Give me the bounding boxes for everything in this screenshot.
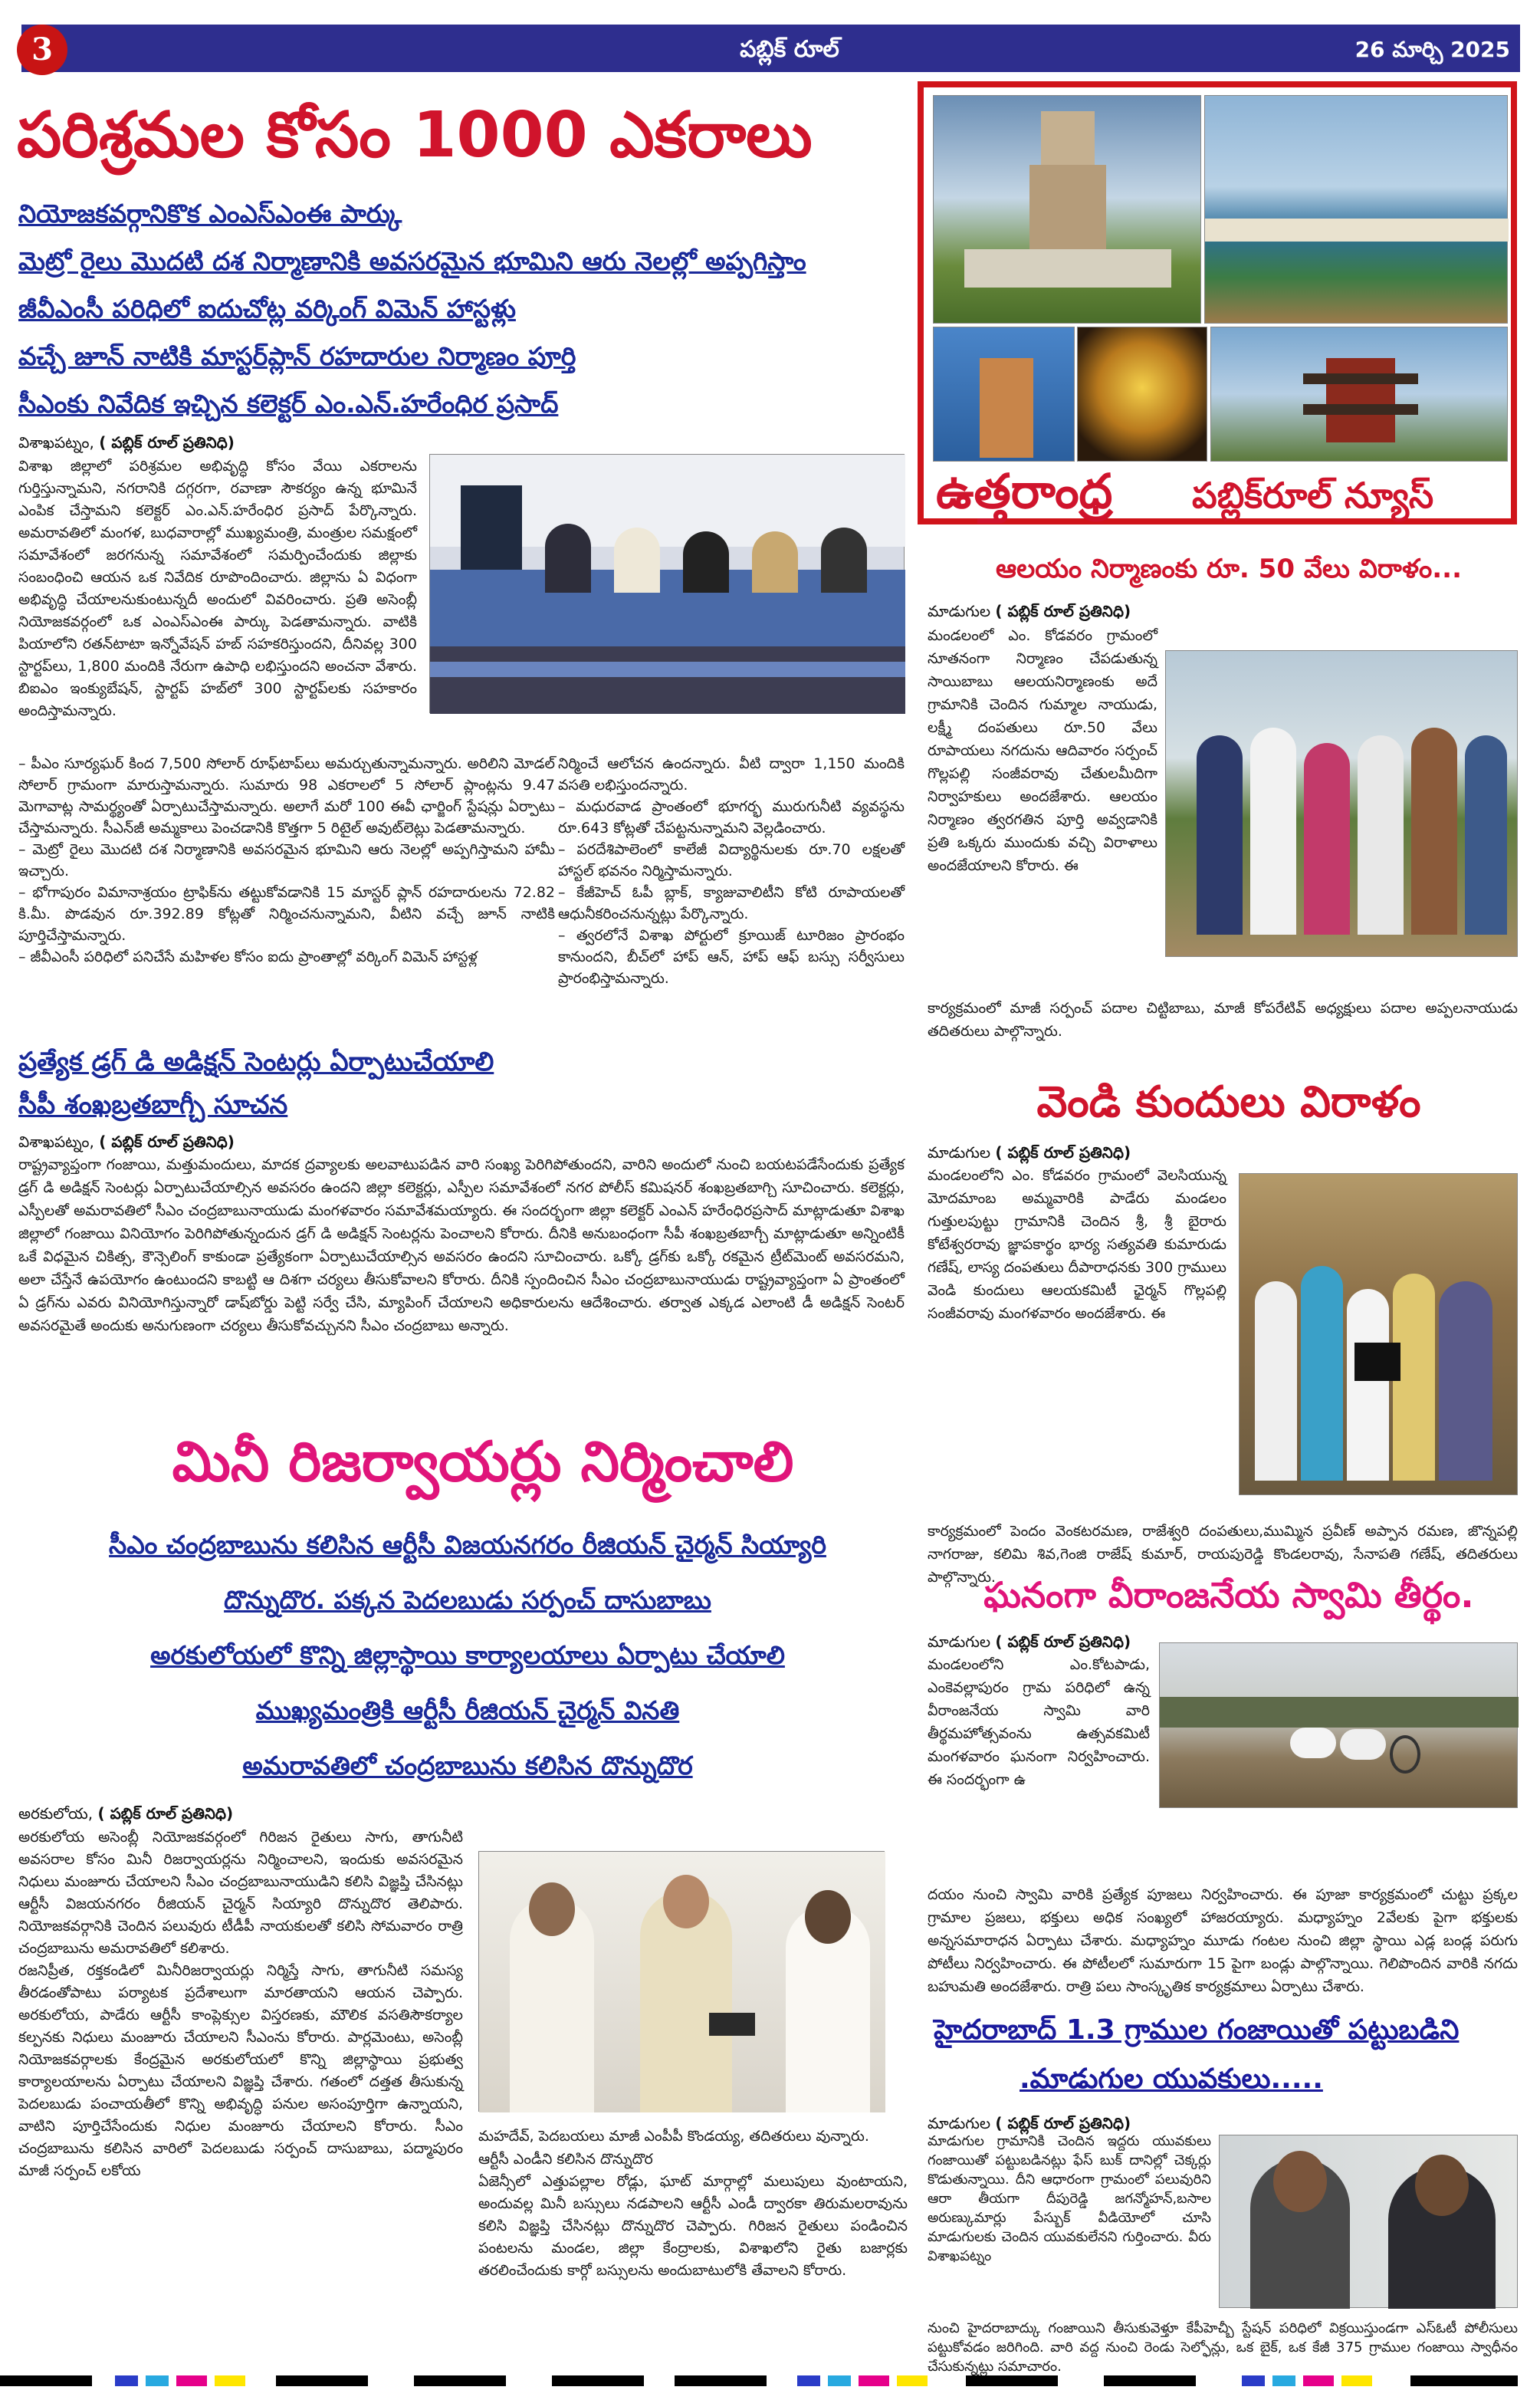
dateline-place: విశాఖపట్నం,	[18, 1133, 94, 1151]
dateline-source: ( పబ్లిక్ రూల్ ప్రతినిధి)	[99, 433, 235, 452]
story3-dateline	[18, 1802, 478, 1825]
story1-subhead-5: సీఎంకు నివేదిక ఇచ్చిన కలెక్టర్ ఎం.ఎన్.హరేంధిర ప్రసాద్	[18, 389, 559, 419]
story5-body-narrow: మండలంలోని ఎం. కోడవరం గ్రామంలో వెలసియున్న మోదమాంబ అమ్మవారికి పాడేరు మండలం గుత్తులపుట్టు గ్రామానికి చెందిన శ్రీ, శ్రీ బైరారు కోటేశ్వరరావు జ్ఞాపకార్థం భార్య సత్యవతి కుమారుడు గణేష్, లాస్య దంపతులు దీపారాధనకు 300 గ్రాములు వెండి కుందులు ఆలయకమిటీ ఛైర్మన్ గొల్లపల్లి సంజీవరావు మంగళవారం అందజేశారు. ఈ	[928, 1167, 1226, 1322]
banner-subtitle: పబ్లిక్‌రూల్ న్యూస్	[1192, 475, 1434, 516]
story3-caption: మహదేవ్, పెదబయలు మాజీ ఎంపీపీ కొండయ్య, తదితరులు వున్నారు.	[478, 2128, 869, 2145]
dateline-place: మాడుగుల	[928, 1632, 991, 1651]
story6-body-narrow: మండలంలోని ఎం.కోటపాడు, ఎంకెవల్లాపురం గ్రామ పరిధిలో ఉన్న వీరాంజనేయ స్వామి వారి తీర్థమహోత్సవంను ఉత్సవకమిటీ మంగళవారం ఘనంగా నిర్వహించారు. ఈ సందర్భంగా ఉ	[928, 1656, 1150, 1788]
story1-bullets-right	[558, 753, 905, 1012]
story1-subhead-2: మెట్రో రైలు మొదటి దశ నిర్మాణానికి అవసరమైన భూమిని ఆరు నెలల్లో అప్పగిస్తాం	[18, 246, 806, 276]
story7-body-narrow: మాడుగుల గ్రామానికి చెందిన ఇద్దరు యువకులు గంజాయితో పట్టుబడినట్లు ఫేస్ బుక్ దానిల్లో చెక్కర్లు కొడుతున్నాయి. దీని ఆధారంగా గ్రామంలో పలువురిని ఆరా తీయగా దీపురెడ్డి జగన్మోహన్,బసాల అరుణ్కుమార్లు పేస్బుక్ వీడియోలో చూసి మాడుగులకు చెందిన యువకులేనని గుర్తించారు. వీరు విశాఖపట్నం	[928, 2133, 1211, 2264]
dateline-place: మాడుగుల	[928, 602, 991, 620]
story6-body-wide: దయం నుంచి స్వామి వారికి ప్రత్యేక పూజలు నిర్వహించారు. ఈ పూజా కార్యక్రమంలో చుట్టు ప్రక్కల గ్రామాల ప్రజలు, భక్తులు అధిక సంఖ్యలో హాజరయ్యారు. మధ్యాహ్నం 2వేలకు పైగా భక్తులకు అన్నసమారాధన ఏర్పాటు చేశారు. మధ్యాహ్నం మూడు గంటల నుంచి జిల్లా స్థాయి ఎడ్ల బండ్ల పరుగు పోటీలు నిర్వహించారు. ఈ పోటీలలో సుమారుగా 15 పైగా బండ్లు పాల్గొన్నాయి. గెలిపొందిన వారికి నగదు బహుమతి అందజేశారు. రాత్రి పలు సాంస్కృతిక కార్యక్రమాలు ఏర్పాటు చేశారు.	[928, 1886, 1518, 1995]
story1-subhead-3: జీవీఎంసీ పరిధిలో ఐదుచోట్ల వర్కింగ్ విమెన్ హాస్టళ్లు	[18, 294, 516, 324]
shrine-photo	[933, 327, 1075, 462]
silver-lamps-photo	[1239, 1173, 1518, 1495]
page-number-badge: 3	[17, 25, 67, 75]
bullet-item: – జీవీఎంసీ పరిధిలో పనిచేసే మహిళల కోసం ఐదు ప్రాంతాల్లో వర్కింగ్ విమెన్ హాస్టళ్ల	[18, 948, 478, 965]
bullet-item: – కేజీహెచ్ ఓపీ బ్లాక్, క్యాజువాలిటీని కోటి రూపాయలతో ఆధునీకరించనున్నట్లు పేర్కొన్నారు.	[558, 884, 905, 922]
bullet-item: – త్వరలోనే విశాఖ పోర్టులో క్రూయిజ్ టూరిజం ప్రారంభం కానుందని, బీచ్‌లో హాప్ ఆన్, హాప్ ఆఫ్ బస్సు సర్వీసులు ప్రారంభిస్తామన్నారు.	[558, 927, 905, 987]
story1-subhead-4: వచ్చే జూన్ నాటికి మాస్టర్‌ప్లాన్ రహదారుల నిర్మాణం పూర్తి	[18, 341, 576, 371]
story4-body-narrow: మండలంలో ఎం. కోడవరం గ్రామంలో నూతనంగా నిర్మాణం చేపడుతున్న సాయిబాబు ఆలయనిర్మాణంకు అదే గ్రామానికి చెందిన గుమ్మాల నాయుడు, లక్ష్మీ దంపతులు రూ.50 వేలు రూపాయలు నగదును ఆదివారం సర్పంచ్ గొల్లపల్లి సంజీవరావు చేతులమీదిగా నిర్వాహకులు అందజేశారు. ఆలయం నిర్మాణం త్వరగతిన పూర్తి అవ్వడానికి ప్రతి ఒక్కరు ముందుకు వచ్చి విరాళాలు అందజేయాలని కోరారు. ఈ	[928, 627, 1157, 874]
story4-dateline	[928, 600, 1311, 623]
paper-name: పబ్లిక్ రూల్	[740, 36, 839, 63]
story2-dateline	[18, 1130, 478, 1153]
bullet-item: నిర్మించే ఆలోచన ఉందన్నారు. వీటి ద్వారా 1,150 మందికి వసతి లభిస్తుందన్నారు.	[558, 755, 905, 794]
dateline-source: ( పబ్లిక్ రూల్ ప్రతినిధి)	[99, 1133, 235, 1151]
suspects-photo	[1219, 2135, 1518, 2308]
donation-photo	[1165, 650, 1518, 957]
dateline-source: ( పబ్లిక్ రూల్ ప్రతినిధి)	[995, 1632, 1131, 1651]
story3-subhead-5: అమరావతిలో చంద్రబాబును కలిసిన దొన్నుదొర	[242, 1751, 693, 1780]
story1-dateline	[18, 431, 478, 454]
cm-meeting-photo	[478, 1851, 885, 2112]
story3-headline: మినీ రిజర్వాయర్లు నిర్మించాలి	[172, 1429, 794, 1494]
story3-subhead-4: ముఖ్యమంత్రికి ఆర్టీసీ రీజియన్ చైర్మన్ వినతి	[255, 1695, 680, 1725]
dateline-source: ( పబ్లిక్ రూల్ ప్రతినిధి)	[995, 2114, 1131, 2132]
story1-subhead-1: నియోజకవర్గానికొక ఎంఎస్ఎంఈ పార్కు	[18, 199, 402, 228]
temple-photo	[933, 95, 1201, 324]
story2-headline-2: సీపీ శంఖబ్రతబాగ్చీ సూచన	[18, 1090, 288, 1120]
story7-headline-1: హైదరాబాద్ 1.3 గ్రాముల గంజాయితో పట్టుబడిని	[934, 2014, 1460, 2046]
bullet-item: – పీఎం సూర్యఘర్ కింద 7,500 సోలార్ రూఫ్‌టాప్‌లు అమర్చుతున్నామన్నారు. అరిలిని మోడల్ సోలార్ గ్రామంగా మారుస్తామన్నారు. సుమారు 98 ఎకరాలలో 5 సోలార్ ప్లాంట్లను 9.47 మెగావాట్ల సామర్థ్యంతో ఏర్పాటుచేస్తామన్నారు. అలాగే మరో 100 ఈవీ ఛార్జింగ్ స్టేషన్లు ఏర్పాటు చేస్తామన్నారు. సీఎన్‌జీ అమ్మకాలు పెంచడానికి కొత్తగా 5 రిటైల్ అవుట్‌లెట్లు పెడతామన్నారు.	[18, 755, 556, 837]
story1-para-top: విశాఖ జిల్లాలో పరిశ్రమల అభివృద్ధి కోసం వేయి ఎకరాలను గుర్తిస్తున్నామని, నగరానికి దగ్గరగా, రవాణా సౌకర్యం ఉన్న భూమినే ఎంపిక చేస్తామని కలెక్టర్ ఎం.ఎన్.హరేంధిర ప్రసాద్ పేర్కొన్నారు. అమరావతిలో మంగళ, బుధవారాల్లో ముఖ్యమంత్రి, మంత్రుల సమక్షంలో సమావేశంలో జరగనున్న సమావేశంలో సమర్పించేందుకు జిల్లాకు సంబంధించి ఆయన ఒక నివేదిక రూపొందించారు. జిల్లాను ఏ విధంగా అభివృద్ధి చేయాలనుకుంటున్నదీ అందులో వివరించారు. ప్రతి అసెంబ్లీ నియోజకవర్గంలో ఒక ఎంఎస్ఎంఈ పార్కు పెడతామన్నారు. వాటికి పియాలోని రతన్‌టాటా ఇన్నోవేషన్ హబ్ సహకరిస్తుందని, దీనివల్ల 300 స్టార్టప్‌లు, 1,800 మందికి నేరుగా ఉపాధి లభిస్తుందని అంచనా వేశారు. బిఐఎం ఇంక్యుబేషన్, స్టార్టప్ హబ్‌లో 300 స్టార్టప్‌లకు సహకారం అందిస్తామన్నారు.	[18, 458, 417, 719]
meeting-photo	[429, 454, 905, 713]
print-color-strip	[0, 2375, 1540, 2394]
bullet-item: – భోగాపురం విమానాశ్రయం ట్రాఫిక్‌ను తట్టుకోవడానికి 15 మాస్టర్ ప్లాన్ రహదారులను 72.82 కి.మీ. పొడవున రూ.392.89 కోట్లతో నిర్మించనున్నామని, వీటిని వచ్చే జూన్ నాటికి పూర్తిచేస్తామన్నారు.	[18, 884, 555, 944]
story3-body-right: ఆర్టీసీ ఎండీని కలిసిన దొన్నుదొర ఏజెన్సీలో ఎత్తుపల్లాల రోడ్లు, ఘాట్ మార్గాల్లో మలుపులు వుంటాయని, అందువల్ల మినీ బస్సులు నడపాలని ఆర్టీసీ ఎండీ ద్వారకా తిరుమలరావును కలిసి విజ్ఞప్తి చేసినట్లు దొన్నుదొర చెప్పారు. గిరిజన రైతులు పండించిన పంటలను మండల, జిల్లా కేంద్రాలకు, విశాఖలోని రైతు బజార్లకు తరలించేందుకు కార్గో బస్సులను అందుబాటులోకి తేవాలని కోరారు.	[478, 2151, 908, 2279]
dateline-place: అరకులోయ,	[18, 1804, 94, 1823]
dateline-place: మాడుగుల	[928, 1143, 991, 1162]
bullet-item: – మెట్రో రైలు మొదటి దశ నిర్మాణానికి అవసరమైన భూమిని ఆరు నెలల్లో అప్పగిస్తామని హామీ ఇచ్చారు.	[18, 841, 555, 879]
story3-body-left: అరకులోయ అసెంబ్లీ నియోజకవర్గంలో గిరిజన రైతులు సాగు, తాగునీటి అవసరాల కోసం మినీ రిజర్వాయర్లను నిర్మించాలని, ఇందుకు అవసరమైన నిధులు మంజూరు చేయాలని సీఎం చంద్రబాబునాయుడిని కలిసి విజ్ఞప్తి చేసినట్లు ఆర్టీసీ విజయనగరం రీజియన్ చైర్మన్ సియ్యారి దొన్నుదొర తెలిపారు. నియోజకవర్గానికి చెందిన పలువురు టీడీపీ నాయకులతో కలిసి సోమవారం రాత్రి చంద్రబాబును అమరావతిలో కలిశారు. రజనిప్రీత, రక్తకండిలో మినీరిజర్వాయర్లు నిర్మిస్తే సాగు, తాగునీటి సమస్య తీరడంతోపాటు పర్యాటక ప్రదేశాలుగా మారతాయని ఆయన చెప్పారు. అరకులోయ, పాడేరు ఆర్టీసీ కాంప్లెక్సుల విస్తరణకు, మౌలిక వసతిసౌకర్యాల కల్పనకు నిధులు మంజూరు చేయాలని సీఎంను కోరారు. పార్లమెంటు, అసెంబ్లీ నియోజకవర్గాలకు కేంద్రమైన అరకులోయలో కొన్ని జిల్లాస్థాయి ప్రభుత్వ కార్యాలయాలను ఏర్పాటు చేయాలని విజ్ఞప్తి చేశారు. గతంలో దత్తత తీసుకున్న పెదలబుడు పంచాయతీలో కొన్ని అభివృద్ధి పనుల అసంపూర్తిగా ఉన్నాయని, వాటిని పూర్తిచేసేందుకు నిధుల మంజూరు చేయాలని కోరారు. సీఎం చంద్రబాబును కలిసిన వారిలో పెదలబుడు సర్పంచ్ దాసుబాబు, పద్మాపురం మాజీ సర్పంచ్ లకోయ	[18, 1829, 463, 2179]
dateline-place: మాడుగుల	[928, 2114, 991, 2132]
story4-headline: ఆలయం నిర్మాణంకు రూ. 50 వేలు విరాళం...	[995, 554, 1463, 584]
story2-body: రాష్ట్రవ్యాప్తంగా గంజాయి, మత్తుమందులు, మాదక ద్రవ్యాలకు అలవాటుపడిన వారి సంఖ్య పెరిగిపోతుందని, వారిని అందులో నుంచి బయటపడేసేందుకు ప్రత్యేక డ్రగ్ డి అడిక్షన్ సెంటర్లు ఏర్పాటుచేయాల్సిన అవసరం ఉందని జిల్లా కలెక్టర్లు, ఎస్పీల సమావేశంలో నగర పోలీస్ కమిషనర్ శంఖబ్రతబాగ్చి సూచించారు. కలెక్టర్లు, ఎస్పీలతో అమరావతిలో సీఎం చంద్రబాబునాయుడు మంగళవారం సమావేశమయ్యారు. ఈ సందర్భంగా జిల్లా కలెక్టర్ ఎంఎన్ హరేంధిరప్రసాద్ మాట్లాడుతూ విశాఖ జిల్లాలో గంజాయి వినియోగం పెరిగిపోతున్నందున డ్రగ్ డి అడిక్షన్ సెంటర్లను పెంచాలని కోరారు. దీనికి అనుబంధంగా సీపీ శంఖబ్రతబాగ్చీ మాట్లాడుతూ అన్నింటికీ ఒకే విధమైన చికిత్స, కౌన్సెలింగ్ కాకుండా ప్రత్యేకంగా ఏర్పాటుచేయాల్సిన అవసరం ఉందని సూచించారు. ఒక్కో డ్రగ్‌కు ఒక్కో రకమైన ట్రీట్‌మెంట్ అవసరమని, అలా చేస్తేనే ఉపయోగం ఉంటుందని కాబట్టి ఆ దిశగా చర్యలు తీసుకోవాలని కోరారు. దీనికి స్పందించిన సీఎం చంద్రబాబునాయుడు రాష్ట్రవ్యాప్తంగా ఏ ప్రాంతంలో ఏ డ్రగ్‌ను ఎవరు వినియోగిస్తున్నారో డాష్‌బోర్డు పెట్టి సర్వే చేసి, మ్యాపింగ్ చేయాలని అధికారులను ఆదేశించారు. తర్వాత ఎక్కడ ఎలాంటి డీ అడిక్షన్ సెంటర్ అవసరమైతే అందుకు అనుగుణంగా చర్యలు తీసుకోవచ్చునని సీఎం చంద్రబాబు అన్నారు.	[18, 1156, 905, 1334]
issue-date: 26 మార్చి 2025	[1354, 37, 1510, 62]
story3-subhead-2: దొన్నుదొర. పక్కన పెదలబుడు సర్పంచ్ దాసుబాబు	[224, 1585, 711, 1615]
story2-headline-1: ప్రత్యేక డ్రగ్ డి అడిక్షన్ సెంటర్లు ఏర్పాటుచేయాలి	[18, 1047, 494, 1077]
story1-headline: పరిశ్రమల కోసం 1000 ఎకరాలు	[17, 99, 813, 172]
story7-body-wide: నుంచి హైదరాబాద్కు గంజాయిని తీసుకువెళ్తూ కేపీహెచ్బీ స్టేషన్ పరిధిలో విక్రయిస్తుండగా ఎస్ఓటీ పోలీసులు పట్టుకోవడం జరిగింది. వారి వద్ద నుంచి రెండు సెల్ఫోన్లు, ఒక బైక్, ఒక కేజీ 375 గ్రాముల గంజాయి స్వాధీనం చేసుకున్నట్లు సమాచారం.	[928, 2320, 1518, 2375]
pagoda-photo	[1210, 327, 1508, 462]
dateline-source: ( పబ్లిక్ రూల్ ప్రతినిధి)	[97, 1804, 234, 1823]
beach-photo	[1204, 95, 1508, 324]
deity-photo	[1077, 327, 1207, 462]
bullet-item: – మధురవాడ ప్రాంతంలో భూగర్భ మురుగునీటి వ్యవస్థను రూ.643 కోట్లతో చేపట్టనున్నామని వెల్లడించారు.	[558, 798, 905, 837]
story7-headline-2: .మాడుగుల యువకులు.....	[1020, 2063, 1323, 2095]
story6-headline: ఘనంగా వీరాంజనేయ స్వామి తీర్థం.	[983, 1574, 1474, 1616]
story3-subhead-3: అరకులోయలో కొన్ని జిల్లాస్థాయి కార్యాలయాలు ఏర్పాటు చేయాలి	[150, 1640, 785, 1670]
story5-dateline	[928, 1141, 1311, 1164]
dateline-source: ( పబ్లిక్ రూల్ ప్రతినిధి)	[995, 1143, 1131, 1162]
dateline-place: విశాఖపట్నం,	[18, 433, 94, 452]
bullock-race-photo	[1159, 1642, 1518, 1808]
story4-body-wide: కార్యక్రమంలో మాజీ సర్పంచ్ పదాల చిట్టిబాబు, మాజీ కోపరేటివ్ అధ్యక్షులు పదాల అప్పలనాయుడు తదితరులు పాల్గొన్నారు.	[928, 1000, 1518, 1040]
story1-bullets-left	[18, 753, 555, 1012]
story5-body-wide: కార్యక్రమంలో పెందం వెంకటరమణ, రాజేశ్వరి దంపతులు,ముమ్మిన ప్రవీణ్ అప్పాన రమణ, జొన్నపల్లి నాగరాజు, కలిమి శివ,గెంజి రాజేష్ కుమార్, రాయపురెడ్డి కొండలరావు, సేనాపతి గణేష్, తదితరులు పాల్గొన్నారు.	[928, 1523, 1518, 1586]
dateline-source: ( పబ్లిక్ రూల్ ప్రతినిధి)	[995, 602, 1131, 620]
banner-title: ఉత్తరాంధ్ర	[936, 463, 1113, 519]
bullet-item: – పరదేశిపాలెంలో కాలేజీ విద్యార్థినులకు రూ.70 లక్షలతో హాస్టల్ భవనం నిర్మిస్తామన్నారు.	[558, 841, 905, 879]
story5-headline: వెండి కుందులు విరాళం	[1036, 1077, 1421, 1127]
story3-subhead-1: సీఎం చంద్రబాబును కలిసిన ఆర్టీసీ విజయనగరం రీజియన్ చైర్మన్ సియ్యారి	[109, 1530, 826, 1560]
uttarandhra-banner	[918, 81, 1517, 524]
